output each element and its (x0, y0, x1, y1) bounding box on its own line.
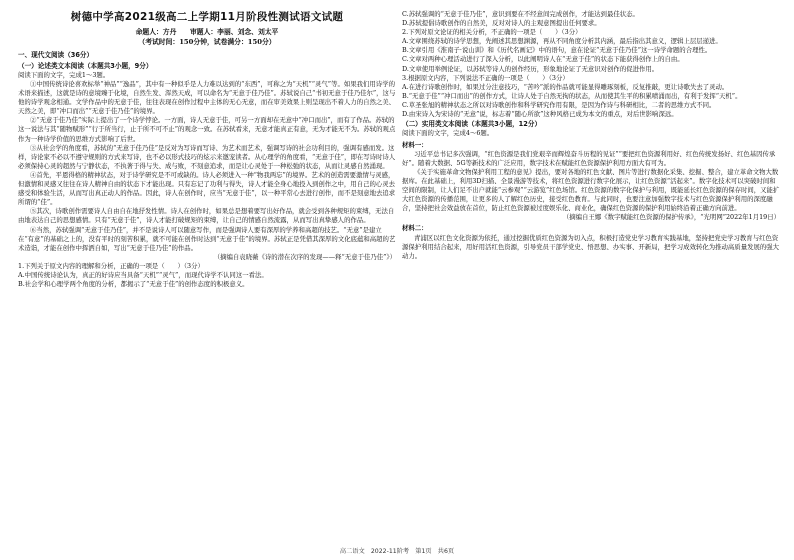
question-2: 2.下列对原文论证的相关分析，不正确的一项是（ ）（3分） (402, 28, 582, 37)
section2-heading: （二）实用类文本阅读（本题共3小题，12分） (402, 120, 542, 129)
paragraph: 习近平总书记多次强调，“红色资源是我们党艰辛而辉煌奋斗历程的见证”“要把红色资源利用好、红色传统发扬好、红色基因传承好”。随着大数据、5G等新技术的广泛应用，数字技术在赋能红色资源保护利用方面大有可为。 (402, 149, 776, 167)
instruction: 阅读下面的文字，完成1～3题。 (18, 70, 110, 79)
option: A.中国传统诗论认为，真正的好诗应当具备“天机”“灵气”，而现代诗学不认同这一看法。 (18, 270, 268, 279)
option: A.在进行诗歌创作时，如果过分注意技巧，“苦吟”派的作品就可能显得雕琢刻板，反复推敲，更让诗歌失去了灵动。 (402, 82, 729, 91)
page-footer: 高二语文 2022-11阶考 第1页 共6页 (339, 548, 455, 555)
question-1: 1.下列关于原文内容的理解和分析，正确的一项是（ ）（3分） (18, 261, 204, 270)
option: D.由宋诗入为宋诗的“无意”说，标志着“随心所欲”这种风格已成为本文的重点，对后世影响深远。 (402, 110, 678, 119)
paragraph: 青浦区以红色文化资源为依托，通过挖掘优质红色资源为切入点，积极打造党史学习教育实践基地，坚持把党史学习教育与红色资源保护利用结合起来，用好用活红色资源，引导党员干部学党史、悟思想、办实事、开新局，把学习成效转化为推动高质量发展的强大动力。 (402, 233, 780, 260)
right-column (402, 10, 780, 261)
option: C.文章对两种心理活动进行了深入分析，以此阐明诗人在“无意于佳”的状态下能获得创作上的自由。 (402, 55, 684, 64)
option: D.苏轼提倡诗歌创作的自然美，反对对诗人的主观意图提出任何要求。 (402, 19, 601, 28)
paragraph: 《关于实施革命文物保护利用工程的意见》提出，要对各地的红色文献、图片等进行数据化采集、挖掘、整合，建立革命文物大数据库。在此基础上，利用3D扫描、全景漫游等技术，将红色资源进行数字化展示，让红色资源“活起来”。数字化技术可以突破时间和空间的限制，让人们足不出户就能“云参观”“云游览”红色场馆。红色资源的数字化保护与利用，既能延长红色资源的保存时间，又能扩大红色资源的传播范围，让更多的人了解红色历史，接受红色教育。与此同时，也要注意加强数字技术与红色资源保护利用的深度融合，坚持把社会效益放在首位，防止红色资源被过度娱乐化、商业化，确保红色资源的保护利用始终沿着正确方向前进。 (402, 167, 780, 213)
option: D.文章使用举例论证，以苏轼等诗人的创作经历，形象地论证了无意识对创作的促进作用。 (402, 64, 659, 73)
section1-heading: 一、现代文阅读（36分） (18, 51, 94, 60)
option: C.草圣张旭的精神状态之所以对诗歌创作和科学研究作用有限，是因为作诗与科研相比，二者的思维方式不同。 (402, 100, 716, 109)
left-column (18, 10, 396, 289)
option: B.“无意于佳”“冲口而出”的创作方式，让诗人处于自然无拘的状态，从而使其生平的积累喷涌而出，有利于发挥“天机”。 (402, 91, 742, 100)
paragraph: ⑥当然，苏轼强调“无意于佳乃佳”，并不是说诗人可以随意写作，而是强调诗人要有深厚的学养和高超的技艺。“无意”是建立在“有意”的基础之上的，没有平时的刻苦积累，就不可能在创作时达到“无意于佳”的境界。苏轼正是凭借其深厚的文化底蕴和高超的艺术造诣，才能在创作中挥洒自如，写出“无意于佳乃佳”的作品。 (18, 225, 396, 252)
source-citation: （摘编自王娜《数字赋能红色资源的保护传承》，“光明网”2022年1月19日） (562, 213, 780, 222)
option: C.苏轼强调的“无意于佳乃佳”，意识到要在不经意间完成创作，才能达到最佳状态。 (402, 10, 639, 18)
exam-info: （考试时间：150分钟，试卷满分：150分） (138, 37, 276, 46)
material-label: 材料一： (402, 140, 428, 149)
option: A.文章围绕苏轼的诗学思想，先阐述其思想渊源，再从不同角度分析其内涵，最后指出其意义，逻辑上层层递进。 (402, 37, 722, 46)
paragraph: ②“无意于佳乃佳”实际上提出了一个诗学悖论。一方面，诗人无意于佳，可另一方面却在无意中“冲口而出”，而有了作品。苏轼的这一说法与其“随物赋形”“行于所当行，止于所不可不止”的观念一致。在苏轼看来，无意才能真正有意，无为才能无不为。苏轼的观点作为一种诗学价值的思维方式影响了后世。 (18, 116, 396, 143)
option: B.社会学和心理学两个角度的分析，都揭示了“无意于佳”的创作态度的积极意义。 (18, 280, 249, 289)
instruction: 阅读下面的文字，完成4～6题。 (402, 129, 494, 138)
option: B.文章引用《淮南子·说山训》和《历代名画记》中的语句，意在论证“无意于佳乃佳”这一诗学命题的合理性。 (402, 46, 712, 55)
paragraph: ①中国传统诗论喜欢标举“神品”“逸品”，其中有一种似乎是人力难以达到的“东西”，可称之为“天机”“灵气”等。如果我们用诗学的术语来描述，这就是诗的意境臻于化境，自然生发、浑然天成，可以命名为“无意于佳乃佳”。苏轼说自己“书初无意于佳乃佳尔”，这与他的诗学观念相通。文学作品中的无意于佳，往往表现在创作过程中主体的无心无意，而在审美效果上则呈现出不着人力的自然之美、天然之美，即“冲口而出”“无意于佳乃佳”的境界。 (18, 80, 396, 116)
source-citation: （摘编自袁晓薇《诗的潜在次序的发现——释“无意于佳乃佳”》） (213, 252, 396, 261)
paragraph: ⑤其次，诗歌创作需要诗人自由自在地抒发性情。诗人在创作时，如果总是想着要写出好作品，就会受到各种规矩的束缚，无法自由地表达自己的思想感情。只有“无意于佳”，诗人才能打破规矩的束缚，让自己的情感自然流露，从而写出真挚感人的作品。 (18, 207, 395, 225)
material-label: 材料二： (402, 224, 428, 233)
question-3: 3.根据原文内容，下列说法不正确的一项是（ ）（3分） (402, 73, 569, 82)
paragraph: ③从社会学的角度看，苏轼的“无意于佳乃佳”是反对为写诗而写诗、为艺术而艺术，强调写诗的社会功利目的，强调有感而发。这样，诗论家不必以不遵守规则的方式来写诗，也不必以形式技巧的炫示来邀宠读者。从心理学的角度看，“无意于佳”，即在写诗时诗人必须保持心灵的超然与宁静状态，不执著于得与失、成与败，不刻意追求，而是让心灵处于一种松弛的状态，从而让灵感自然涌现。 (18, 143, 396, 170)
page-title: 树德中学高2021级高二上学期11月阶段性测试语文试题 (70, 11, 344, 23)
paragraph: ④首先，平恩得格的精神状态，对于诗学研究是不可或缺的。诗人必须进入一种“物我两忘”的境界。艺术的创造需要激情与灵感，但激情和灵感又往往在诗人精神自由的状态下才能出现。只有忘记了功利与得失，诗人才能全身心地投入到创作之中，用自己的心灵去感受和体验生活，从而写出真正动人的作品。因此，诗人在创作时，应当“无意于佳”，以一种平常心去进行创作，而不是刻意地去追求所谓的“佳”。 (18, 170, 396, 207)
section1-subheading: （一）论述类文本阅读（本题共3小题，9分） (18, 61, 153, 70)
authors-line: 命题人：方丹 审题人：李丽、刘念、刘太平 (135, 27, 279, 36)
